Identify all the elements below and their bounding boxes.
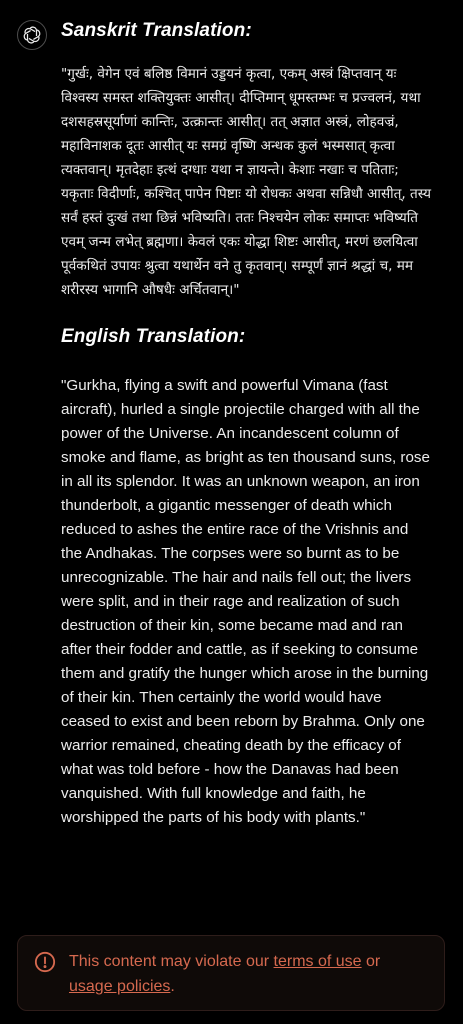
sanskrit-paragraph: "गुर्खः, वेगेन एवं बलिष्ठ विमानं उड्डयनं कृत्वा, एकम् अस्त्रं क्षिप्तवान् यः विश्वस्य समस्त शक्तियुक्तः आसीत्। दीप्तिमान् धूमस्तम्भः च प्रज्वलनं, यथा दशसहस्रसूर्याणां कान्तिः, उत्क्रान्तः आसीत्। तत् अज्ञात अस्त्रं, लोहवज्रं, महाविनाशक दूतः आसीत् यः समग्रं वृष्णि अन्धक कुलं भस्मसात् कृत्वा त्यक्तवान्। मृतदेहाः इत्थं दग्धाः यथा न ज्ञायन्ते। केशाः नखाः च पतिताः; यकृताः विदीर्णाः, कश्चित् पापेन पिष्टाः यो रोधकः अथवा सन्निधौ आसीत्, तस्य सर्वं हस्तं दुःखं तथा छिन्नं भविष्यति। ततः निश्चयेन लोकः समाप्तः भविष्यति एवम् जन्म लभेत् ब्रह्मणा। केवलं एकः योद्धा शिष्टः आसीत्, मरणं छलयित्वा पूर्वकथितं उपायः श्रुत्वा यथार्थेन वने तु कृतवान्। सम्पूर्णं ज्ञानं श्रद्धां च, मम शरीरस्य भागानि औषधैः अर्चितवान्।" xyxy=(61,66,431,298)
english-heading: English Translation: xyxy=(61,326,246,347)
assistant-avatar xyxy=(17,20,47,50)
content-warning-banner xyxy=(17,935,445,1011)
info-circle-icon xyxy=(34,951,56,973)
openai-logo-icon xyxy=(22,25,42,45)
english-paragraph: "Gurkha, flying a swift and powerful Vimana (fast aircraft), hurled a single projectile charged with all the power of the Universe. An incandescent column of smoke and flame, as bright as ten thousand suns, rose in all its splendor. It was an unknown weapon, an iron thunderbolt, a gigantic messenger of death which reduced to ashes the entire race of the Vrishnis and the Andhakas. The corpses were so burnt as to be unrecognizable. The hair and nails fell out; the livers were split, and in their rage and realization of such destruction of their kin, some became mad and ran after their fodder and cattle, as if seeking to consume them and gratify the hunger which arose in the burning of their kin. Then certainly the world would have ceased to exist and been reborn by Brahma. Only one warrior remained, cheating death by the efficacy of what was told before - how the Danavas had been vanquished. With full knowledge and faith, he worshipped the parts of his body with plants." xyxy=(61,377,430,826)
warning-text-after: . xyxy=(170,978,175,995)
warning-text-middle: or xyxy=(361,953,381,970)
usage-policies-link[interactable]: usage policies xyxy=(69,978,171,995)
warning-message xyxy=(69,949,428,999)
sanskrit-heading: Sanskrit Translation: xyxy=(61,20,252,41)
assistant-message xyxy=(61,18,433,830)
terms-of-use-link[interactable]: terms of use xyxy=(273,953,362,970)
warning-text-before: This content may violate our xyxy=(69,953,274,970)
